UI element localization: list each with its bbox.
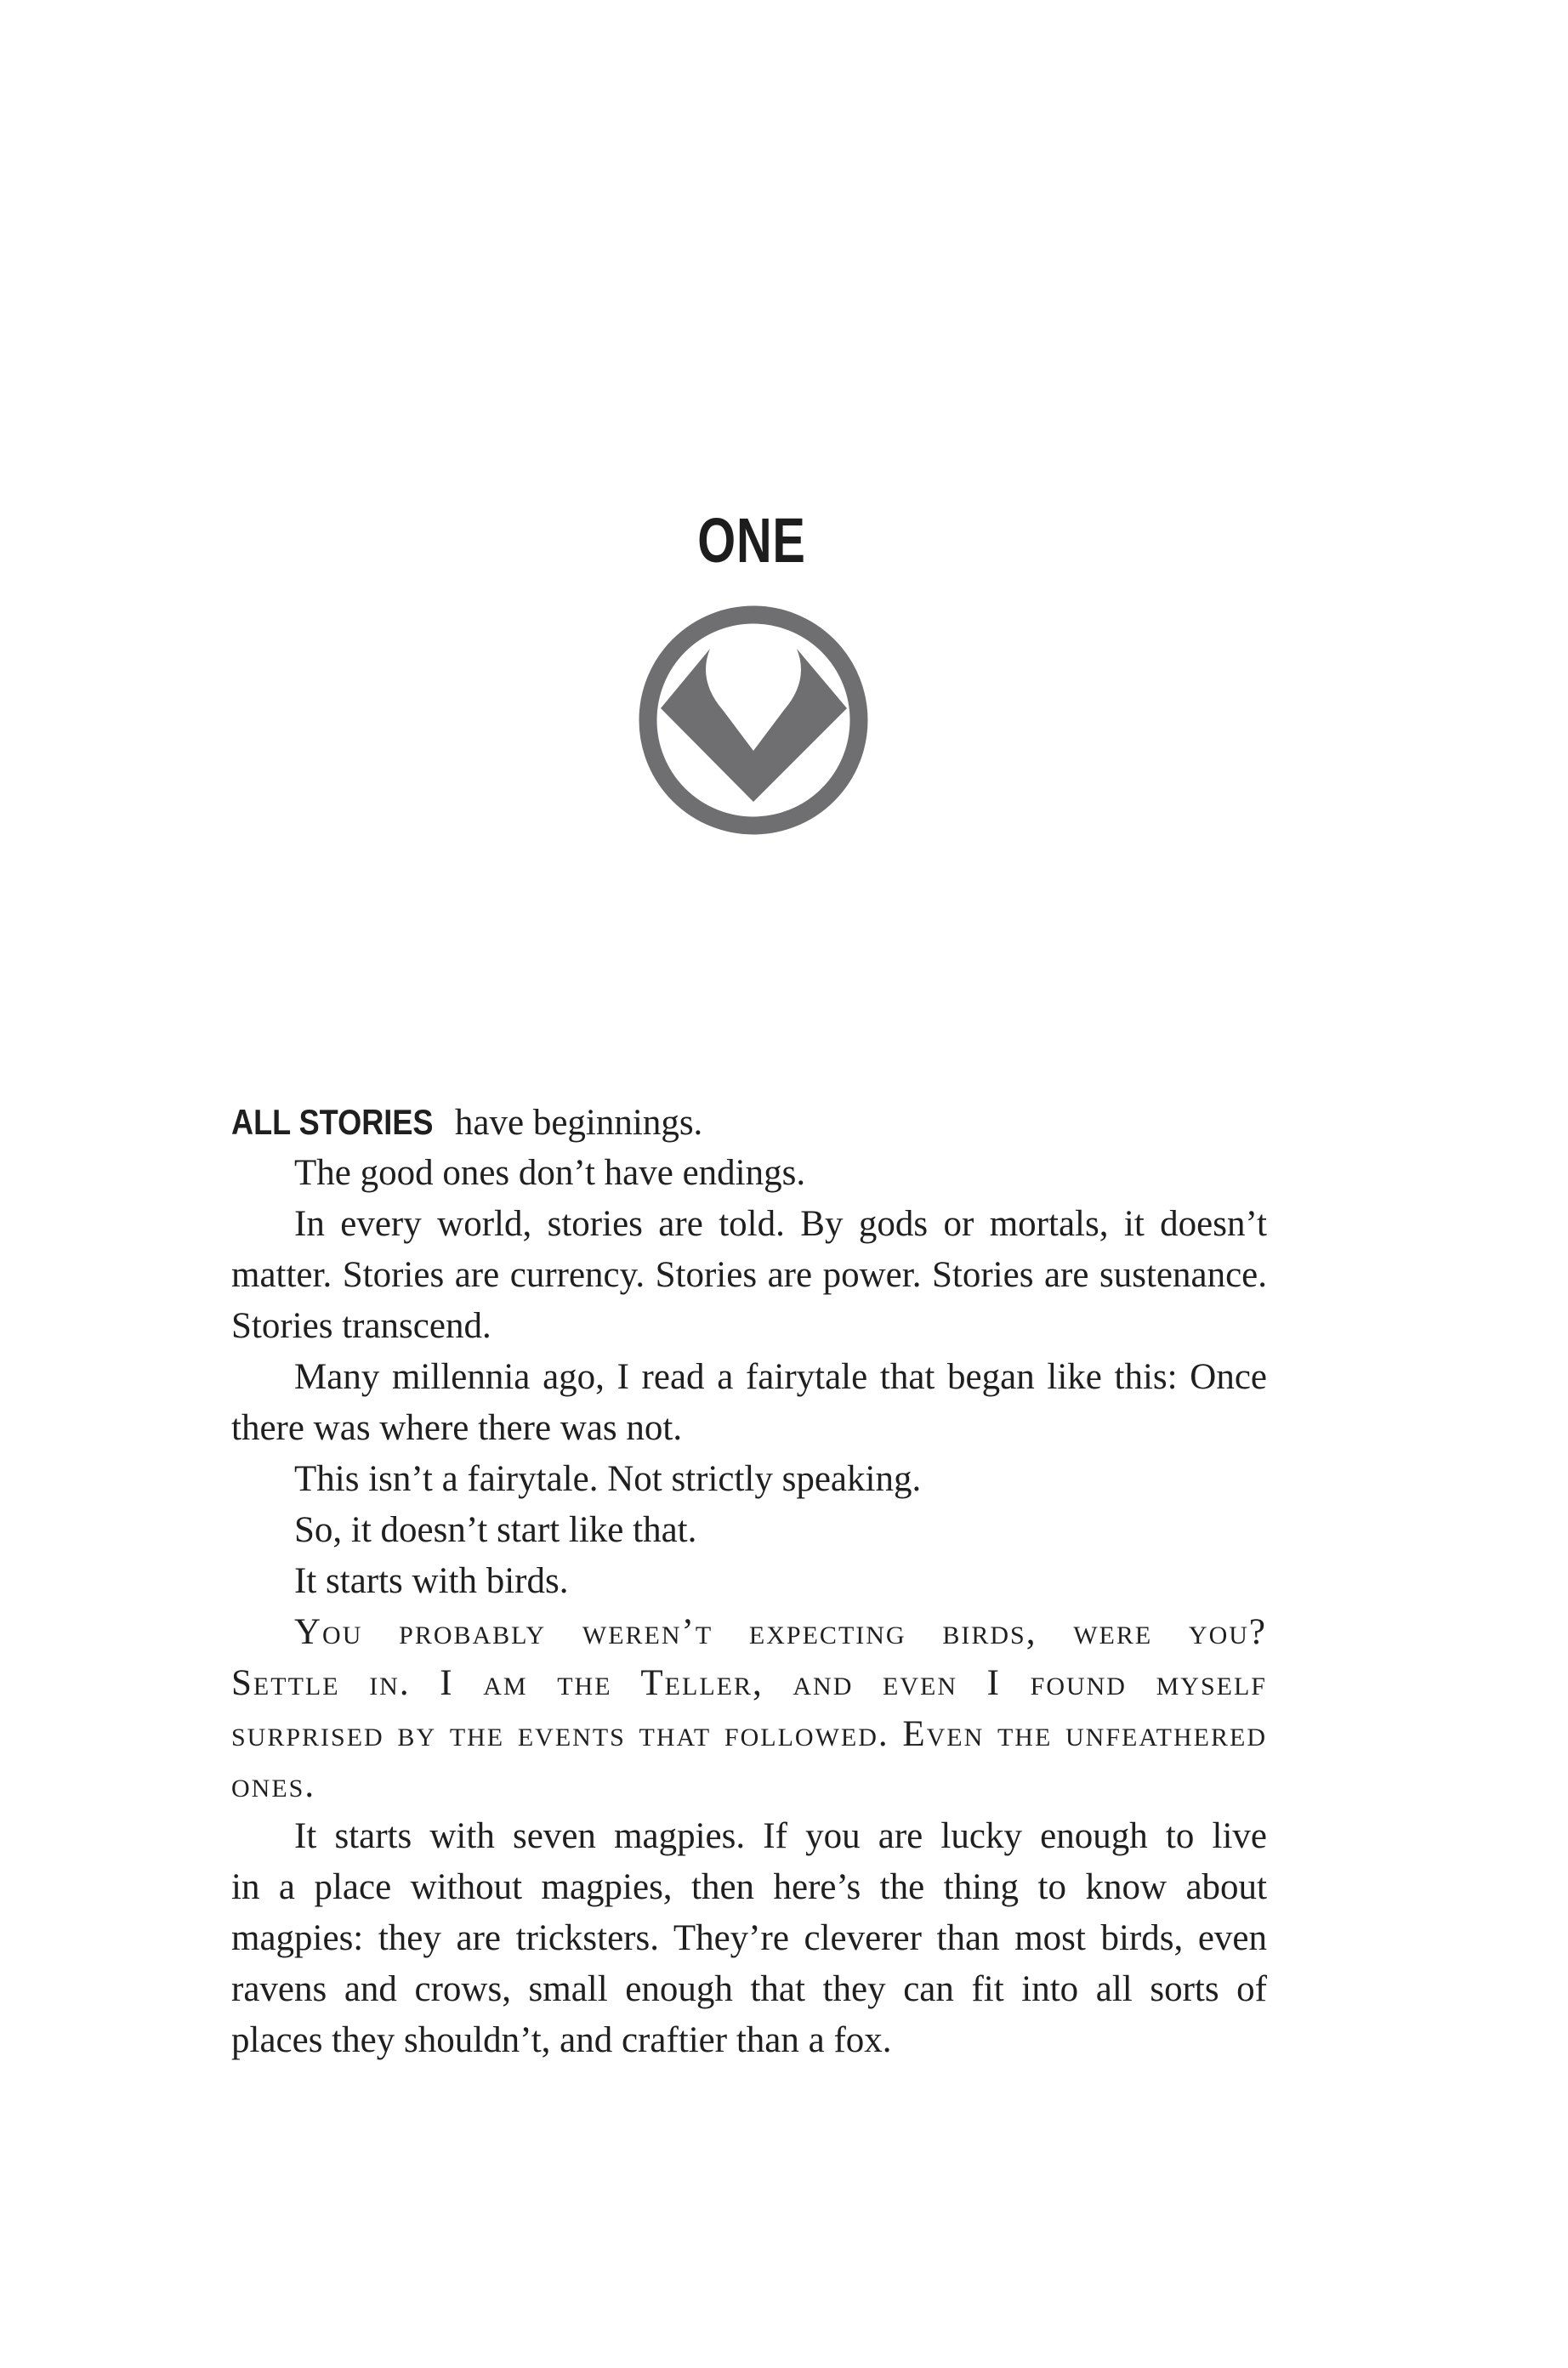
text-line: ones. <box>231 1765 316 1805</box>
chapter-title: ONE <box>697 505 806 576</box>
text-line: matter. Stories are currency. Stories are power. Stories are sustenance. <box>231 1255 1267 1295</box>
text-line: Stories transcend. <box>231 1306 491 1346</box>
chapter-emblem-icon <box>629 595 884 850</box>
text-line: Settle in. I am the Teller, and even I found myself <box>231 1663 1267 1703</box>
text-line: In every world, stories are told. By gods or mortals, it doesn’t <box>294 1204 1267 1244</box>
text-line: It starts with seven magpies. If you are lucky enough to live <box>294 1816 1267 1856</box>
text-line: places they shouldn’t, and craftier than a fox. <box>231 2020 892 2060</box>
text-line: magpies: they are tricksters. They’re cleverer than most birds, even <box>231 1918 1267 1958</box>
text-line: The good ones don’t have endings. <box>294 1153 806 1193</box>
text-line: there was where there was not. <box>231 1408 683 1448</box>
text-line: surprised by the events that followed. Even the unfeathered <box>231 1714 1267 1754</box>
chapter-body <box>231 1097 1267 2066</box>
text-line: Many millennia ago, I read a fairytale that began like this: Once <box>294 1357 1267 1397</box>
text-line: It starts with birds. <box>294 1561 569 1601</box>
text-span: have beginnings. <box>446 1103 703 1143</box>
text-line: So, it doesn’t start like that. <box>294 1510 697 1550</box>
text-line: You probably weren’t expecting birds, were you? <box>294 1612 1267 1652</box>
text-line <box>231 1097 1267 1148</box>
text-line: in a place without magpies, then here’s the thing to know about <box>231 1867 1267 1907</box>
text-line: This isn’t a fairytale. Not strictly speaking. <box>294 1459 922 1499</box>
lead-in: ALL STORIES <box>231 1102 434 1142</box>
text-line: ravens and crows, small enough that they can fit into all sorts of <box>231 1969 1267 2009</box>
